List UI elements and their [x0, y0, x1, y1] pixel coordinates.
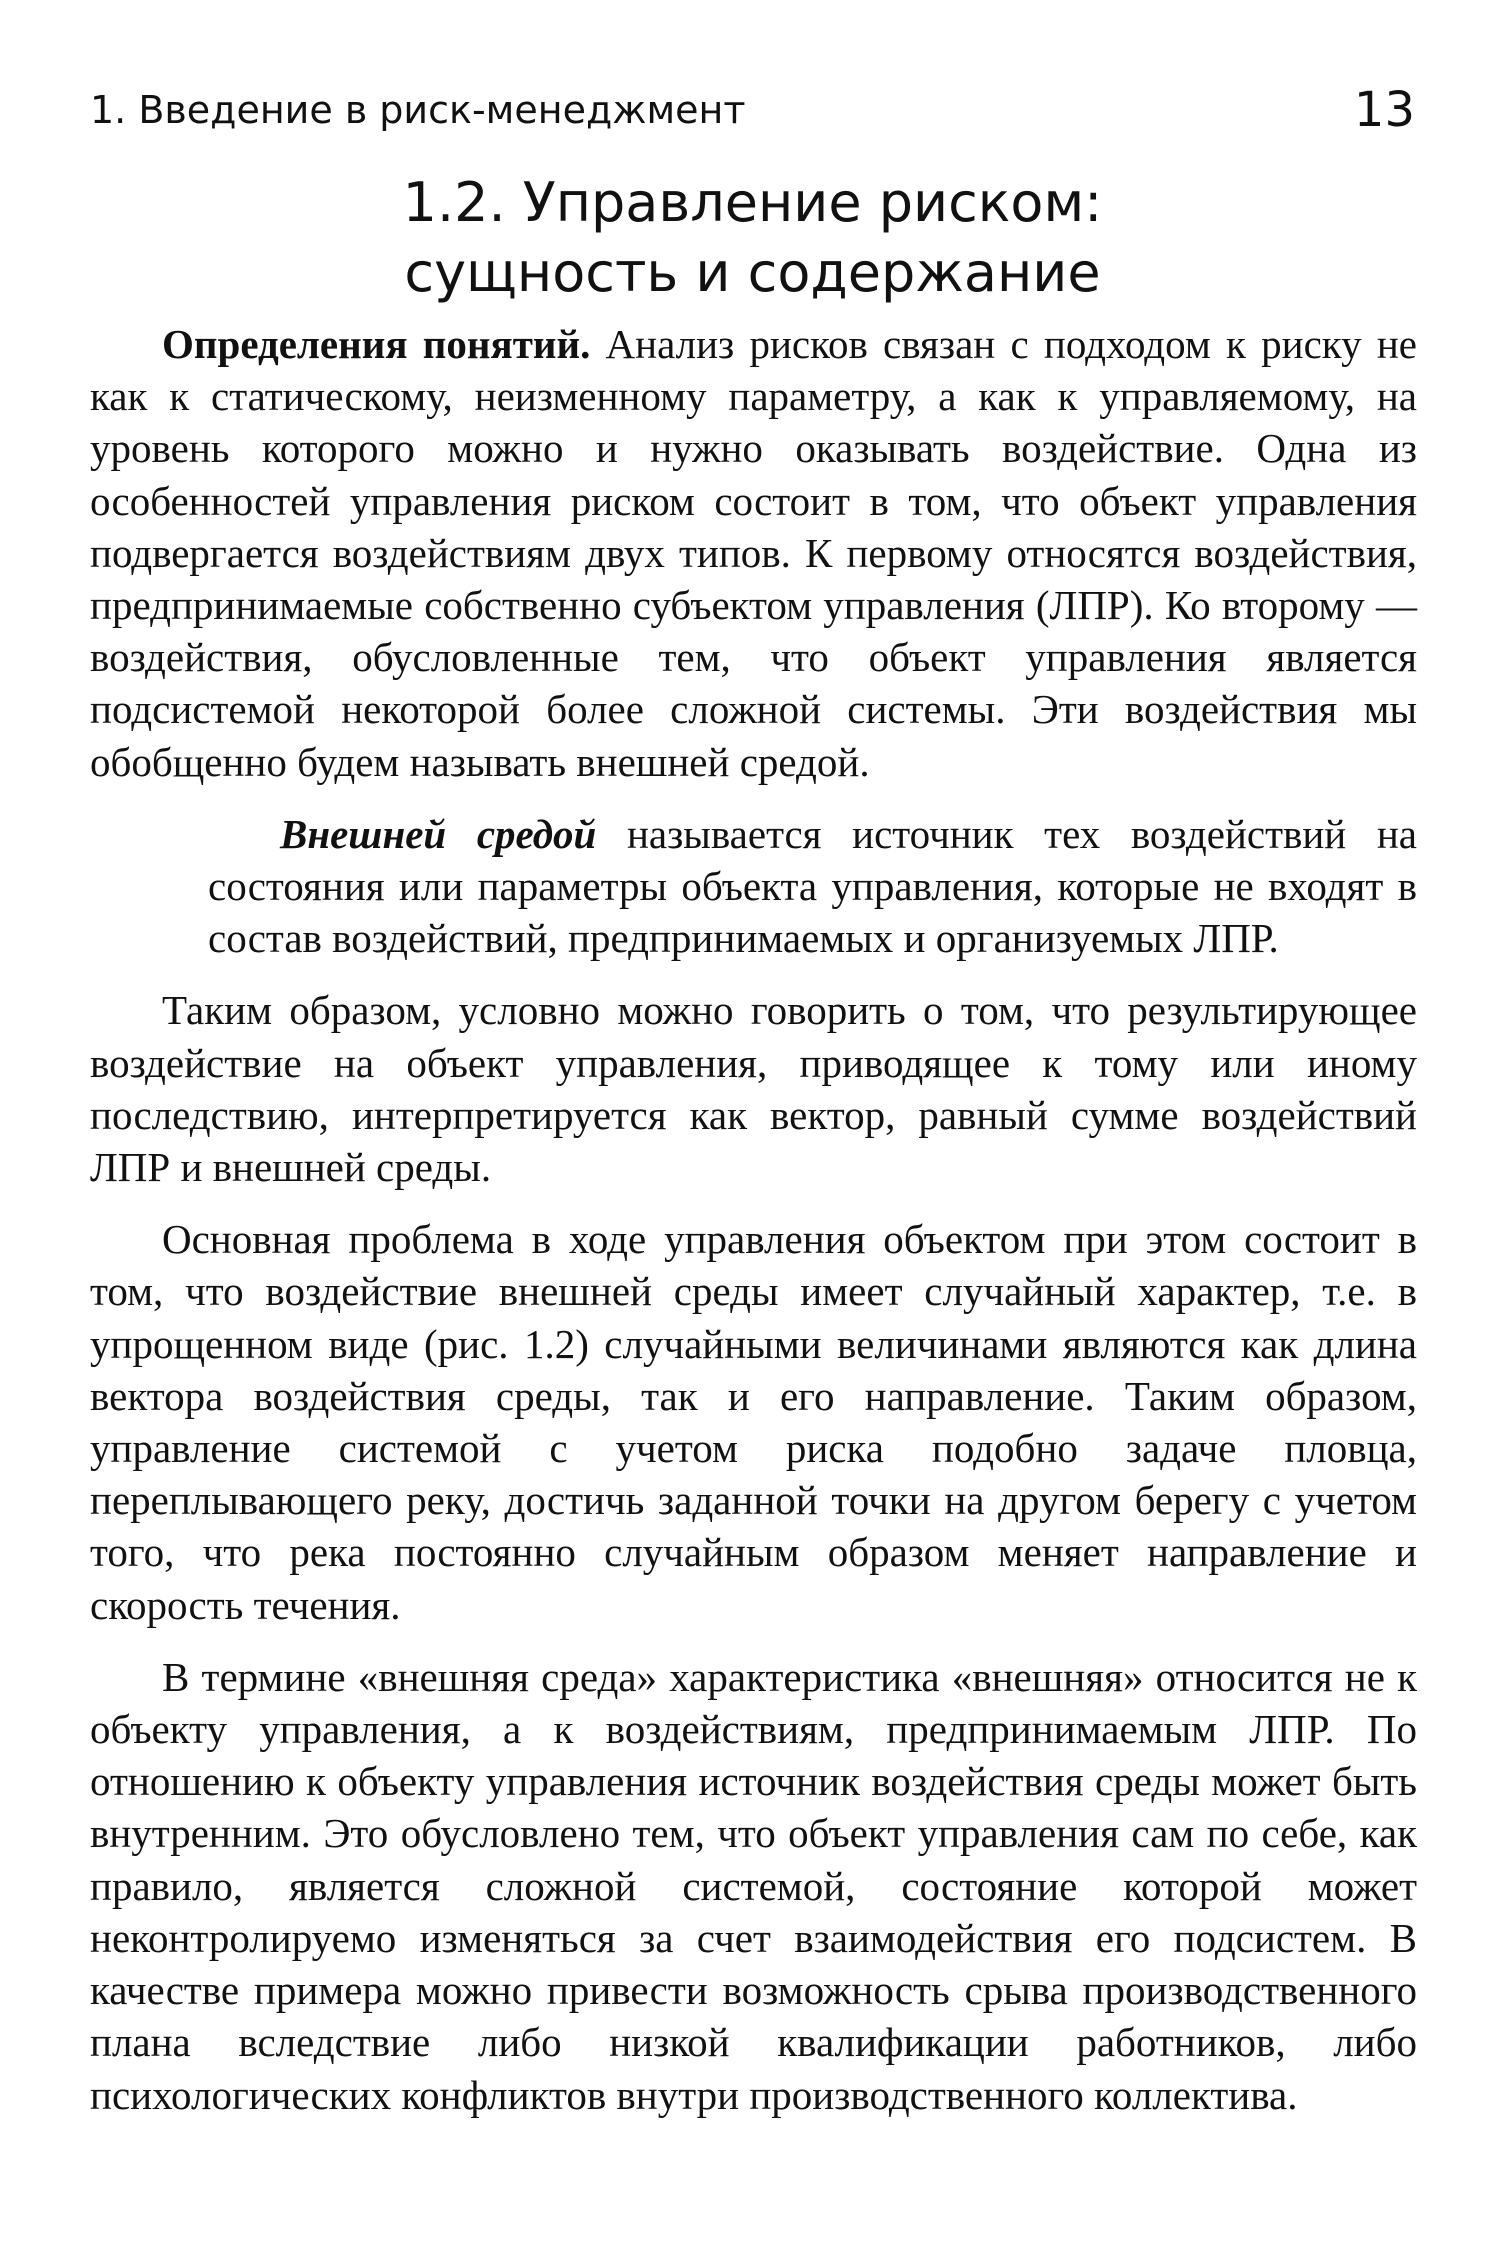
definition-text: называется источник тех воздействий на состояния или параметры объекта управления, которые не входят в состав воздействий, предпринимаемых и организуемых ЛПР.: [208, 810, 1417, 962]
page-number: 13: [1353, 82, 1415, 138]
term-definitions: Определения понятий.: [162, 321, 591, 367]
section-title: [90, 168, 1415, 308]
paragraph-definitions-text: Анализ рисков связан с подходом к риску не как к статическому, неизменному параметру, а как к управляемому, на уровень которого можно и нужно оказывать воздействие. Одна из особенностей управления риском состоит в том, что объект управления подвергается воздействиям двух типов. К первому относятся воздействия, предпринимаемые собственно субъектом управления (ЛПР). Ко второму — воздействия, обусловленные тем, что объект управления является подсистемой некоторой более сложной системы. Эти воздействия мы обобщенно будем называть внешней средой.: [90, 321, 1417, 785]
section-title-line-1: 1.2. Управление риском:: [402, 171, 1103, 234]
section-title-line-2: сущность и содержание: [404, 241, 1101, 304]
body-text: [90, 318, 1417, 2141]
paragraph-external-term: В термине «внешняя среда» характеристика «внешняя» относится не к объекту управления, а к воздействиям, предпринимаемым ЛПР. По отношению к объекту управления источник воздействия среды может быть внутренним. Это обусловлено тем, что объект управления сам по себе, как правило, является сложной системой, состояние которой может неконтролируемо изменяться за счет взаимодействия его подсистем. В качестве примера можно привести возможность срыва производственного плана вследствие либо низкой квалификации работников, либо психологических конфликтов внутри производственного коллектива.: [90, 1653, 1417, 2118]
paragraph-resulting-impact: Таким образом, условно можно говорить о том, что результирующее воздействие на объект управления, приводящее к тому или иному последствию, интерпретируется как вектор, равный сумме воздействий ЛПР и внешней среды.: [90, 987, 1417, 1191]
term-external-environment: Внешней средой: [280, 810, 597, 857]
paragraph-definitions: [90, 318, 1417, 788]
definition-external-environment: [208, 808, 1417, 965]
paragraph-main-problem: Основная проблема в ходе управления объектом при этом состоит в том, что воздействие внешней среды имеет случайный характер, т.е. в упрощенном виде (рис. 1.2) случайными величинами являются как длина вектора воздействия среды, так и его направление. Таким образом, управление системой с учетом риска подобно задаче пловца, переплывающего реку, достичь заданной точки на другом берегу с учетом того, что река постоянно случайным образом меняет направление и скорость течения.: [90, 1216, 1417, 1628]
running-head: [90, 80, 1415, 140]
chapter-title: 1. Введение в риск-менеджмент: [90, 88, 746, 132]
